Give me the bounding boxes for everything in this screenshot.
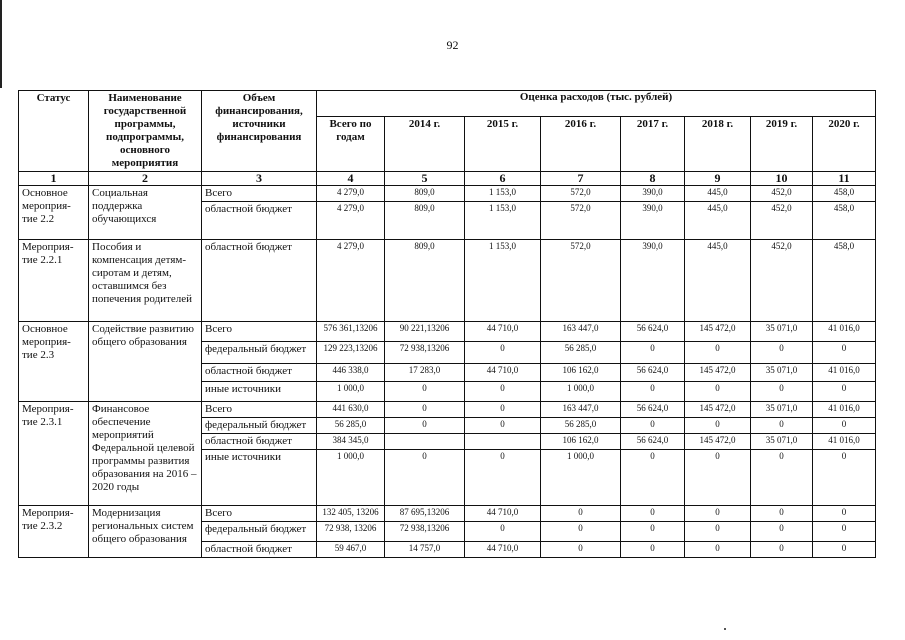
- year-value-cell: 0: [621, 450, 685, 506]
- year-value-cell: 0: [813, 522, 876, 542]
- header-year: 2015 г.: [465, 117, 541, 172]
- column-index: 8: [621, 172, 685, 186]
- column-index: 2: [89, 172, 202, 186]
- year-value-cell: 0: [621, 506, 685, 522]
- funding-source-cell: федеральный бюджет: [202, 418, 317, 434]
- year-value-cell: 0: [385, 418, 465, 434]
- table-row: [19, 240, 876, 322]
- year-value-cell: 572,0: [541, 202, 621, 240]
- header-total: Всего по годам: [317, 117, 385, 172]
- year-value-cell: 458,0: [813, 240, 876, 322]
- year-value-cell: 14 757,0: [385, 542, 465, 558]
- column-index: 9: [685, 172, 751, 186]
- column-index: 10: [751, 172, 813, 186]
- budget-table: [18, 90, 876, 558]
- year-value-cell: 0: [751, 342, 813, 364]
- year-value-cell: 0: [465, 402, 541, 418]
- year-value-cell: 1 000,0: [541, 450, 621, 506]
- year-value-cell: 0: [465, 382, 541, 402]
- year-value-cell: 452,0: [751, 186, 813, 202]
- funding-source-cell: областной бюджет: [202, 364, 317, 382]
- year-value-cell: 0: [541, 522, 621, 542]
- year-value-cell: 1 000,0: [541, 382, 621, 402]
- header-status: Статус: [19, 91, 89, 172]
- header-year: 2020 г.: [813, 117, 876, 172]
- funding-source-cell: Всего: [202, 506, 317, 522]
- year-value-cell: 0: [751, 418, 813, 434]
- year-value-cell: 35 071,0: [751, 434, 813, 450]
- year-value-cell: 0: [685, 382, 751, 402]
- funding-source-cell: Всего: [202, 186, 317, 202]
- year-value-cell: 0: [813, 506, 876, 522]
- column-index: 4: [317, 172, 385, 186]
- year-value-cell: 390,0: [621, 186, 685, 202]
- total-value-cell: 4 279,0: [317, 240, 385, 322]
- total-value-cell: 4 279,0: [317, 202, 385, 240]
- funding-source-cell: областной бюджет: [202, 542, 317, 558]
- total-value-cell: 4 279,0: [317, 186, 385, 202]
- table-row: [19, 506, 876, 522]
- total-value-cell: 59 467,0: [317, 542, 385, 558]
- year-value-cell: 41 016,0: [813, 322, 876, 342]
- program-name-cell: Содействие развитию общего образования: [89, 322, 202, 402]
- table-row: [19, 186, 876, 202]
- year-value-cell: 0: [813, 542, 876, 558]
- total-value-cell: 576 361,13206: [317, 322, 385, 342]
- year-value-cell: 0: [621, 342, 685, 364]
- year-value-cell: 445,0: [685, 186, 751, 202]
- column-index-row: [19, 172, 876, 186]
- funding-source-cell: областной бюджет: [202, 202, 317, 240]
- status-cell: Мероприя-тие 2.2.1: [19, 240, 89, 322]
- year-value-cell: [465, 434, 541, 450]
- year-value-cell: 0: [685, 506, 751, 522]
- year-value-cell: 0: [385, 382, 465, 402]
- year-value-cell: 44 710,0: [465, 542, 541, 558]
- year-value-cell: [385, 434, 465, 450]
- year-value-cell: 145 472,0: [685, 402, 751, 418]
- header-estimate: Оценка расходов (тыс. рублей): [317, 91, 876, 117]
- funding-source-cell: Всего: [202, 322, 317, 342]
- funding-source-cell: федеральный бюджет: [202, 522, 317, 542]
- year-value-cell: 145 472,0: [685, 322, 751, 342]
- year-value-cell: 41 016,0: [813, 402, 876, 418]
- year-value-cell: 0: [751, 522, 813, 542]
- year-value-cell: 0: [465, 342, 541, 364]
- status-cell: Мероприя-тие 2.3.2: [19, 506, 89, 558]
- header-year: 2017 г.: [621, 117, 685, 172]
- total-value-cell: 72 938, 13206: [317, 522, 385, 542]
- year-value-cell: 0: [751, 450, 813, 506]
- year-value-cell: 163 447,0: [541, 402, 621, 418]
- year-value-cell: 17 283,0: [385, 364, 465, 382]
- year-value-cell: 390,0: [621, 240, 685, 322]
- header-row-1: [19, 91, 876, 117]
- year-value-cell: 0: [813, 342, 876, 364]
- year-value-cell: 809,0: [385, 186, 465, 202]
- year-value-cell: 0: [385, 402, 465, 418]
- total-value-cell: 441 630,0: [317, 402, 385, 418]
- year-value-cell: 572,0: [541, 240, 621, 322]
- year-value-cell: 0: [621, 542, 685, 558]
- header-year: 2018 г.: [685, 117, 751, 172]
- program-name-cell: Пособия и компенсация детям-сиротам и детям, оставшимся без попечения родителей: [89, 240, 202, 322]
- year-value-cell: 0: [685, 542, 751, 558]
- year-value-cell: 72 938,13206: [385, 522, 465, 542]
- year-value-cell: 445,0: [685, 240, 751, 322]
- column-index: 7: [541, 172, 621, 186]
- year-value-cell: 445,0: [685, 202, 751, 240]
- year-value-cell: 458,0: [813, 186, 876, 202]
- year-value-cell: 0: [751, 506, 813, 522]
- year-value-cell: 106 162,0: [541, 364, 621, 382]
- year-value-cell: 0: [685, 418, 751, 434]
- year-value-cell: 87 695,13206: [385, 506, 465, 522]
- year-value-cell: 56 285,0: [541, 342, 621, 364]
- year-value-cell: 1 153,0: [465, 202, 541, 240]
- column-index: 3: [202, 172, 317, 186]
- year-value-cell: 809,0: [385, 202, 465, 240]
- year-value-cell: 0: [541, 542, 621, 558]
- year-value-cell: 72 938,13206: [385, 342, 465, 364]
- column-index: 5: [385, 172, 465, 186]
- year-value-cell: 0: [751, 542, 813, 558]
- year-value-cell: 41 016,0: [813, 434, 876, 450]
- year-value-cell: 0: [813, 418, 876, 434]
- funding-source-cell: иные источники: [202, 382, 317, 402]
- year-value-cell: 90 221,13206: [385, 322, 465, 342]
- year-value-cell: 56 624,0: [621, 434, 685, 450]
- table-row: [19, 322, 876, 342]
- year-value-cell: 0: [541, 506, 621, 522]
- header-year: 2019 г.: [751, 117, 813, 172]
- year-value-cell: 452,0: [751, 240, 813, 322]
- year-value-cell: 0: [751, 382, 813, 402]
- year-value-cell: 458,0: [813, 202, 876, 240]
- year-value-cell: 0: [685, 342, 751, 364]
- year-value-cell: 0: [813, 382, 876, 402]
- program-name-cell: Финансовое обеспечение мероприятий Федеральной целевой программы развития образования на 2016 – 2020 годы: [89, 402, 202, 506]
- status-cell: Мероприя-тие 2.3.1: [19, 402, 89, 506]
- year-value-cell: 0: [621, 522, 685, 542]
- table-row: [19, 402, 876, 418]
- year-value-cell: 0: [465, 418, 541, 434]
- year-value-cell: 56 624,0: [621, 322, 685, 342]
- table-body: [19, 186, 876, 558]
- year-value-cell: 452,0: [751, 202, 813, 240]
- scan-speck: [724, 628, 726, 630]
- year-value-cell: 0: [685, 450, 751, 506]
- header-volume: Объем финансирования, источники финансирования: [202, 91, 317, 172]
- year-value-cell: 44 710,0: [465, 322, 541, 342]
- year-value-cell: 390,0: [621, 202, 685, 240]
- column-index: 11: [813, 172, 876, 186]
- year-value-cell: 44 710,0: [465, 364, 541, 382]
- status-cell: Основное мероприя-тие 2.3: [19, 322, 89, 402]
- year-value-cell: 1 153,0: [465, 186, 541, 202]
- year-value-cell: 0: [813, 450, 876, 506]
- funding-source-cell: федеральный бюджет: [202, 342, 317, 364]
- year-value-cell: 0: [385, 450, 465, 506]
- program-name-cell: Социальная поддержка обучающихся: [89, 186, 202, 240]
- funding-source-cell: иные источники: [202, 450, 317, 506]
- year-value-cell: 35 071,0: [751, 402, 813, 418]
- header-year: 2016 г.: [541, 117, 621, 172]
- total-value-cell: 56 285,0: [317, 418, 385, 434]
- year-value-cell: 44 710,0: [465, 506, 541, 522]
- year-value-cell: 145 472,0: [685, 434, 751, 450]
- column-index: 1: [19, 172, 89, 186]
- year-value-cell: 41 016,0: [813, 364, 876, 382]
- funding-source-cell: областной бюджет: [202, 434, 317, 450]
- year-value-cell: 106 162,0: [541, 434, 621, 450]
- year-value-cell: 0: [465, 522, 541, 542]
- year-value-cell: 35 071,0: [751, 364, 813, 382]
- year-value-cell: 56 624,0: [621, 402, 685, 418]
- header-year: 2014 г.: [385, 117, 465, 172]
- page-number: 92: [446, 38, 459, 52]
- year-value-cell: 0: [465, 450, 541, 506]
- total-value-cell: 1 000,0: [317, 450, 385, 506]
- year-value-cell: 809,0: [385, 240, 465, 322]
- year-value-cell: 0: [685, 522, 751, 542]
- year-value-cell: 1 153,0: [465, 240, 541, 322]
- year-value-cell: 572,0: [541, 186, 621, 202]
- status-cell: Основное мероприя-тие 2.2: [19, 186, 89, 240]
- program-name-cell: Модернизация региональных систем общего образования: [89, 506, 202, 558]
- total-value-cell: 129 223,13206: [317, 342, 385, 364]
- year-value-cell: 56 285,0: [541, 418, 621, 434]
- funding-source-cell: областной бюджет: [202, 240, 317, 322]
- total-value-cell: 1 000,0: [317, 382, 385, 402]
- funding-source-cell: Всего: [202, 402, 317, 418]
- year-value-cell: 0: [621, 382, 685, 402]
- year-value-cell: 35 071,0: [751, 322, 813, 342]
- header-name: Наименование государственной программы, подпрограммы, основного мероприятия: [89, 91, 202, 172]
- total-value-cell: 132 405, 13206: [317, 506, 385, 522]
- column-index: 6: [465, 172, 541, 186]
- year-value-cell: 56 624,0: [621, 364, 685, 382]
- year-value-cell: 163 447,0: [541, 322, 621, 342]
- year-value-cell: 145 472,0: [685, 364, 751, 382]
- total-value-cell: 384 345,0: [317, 434, 385, 450]
- total-value-cell: 446 338,0: [317, 364, 385, 382]
- year-value-cell: 0: [621, 418, 685, 434]
